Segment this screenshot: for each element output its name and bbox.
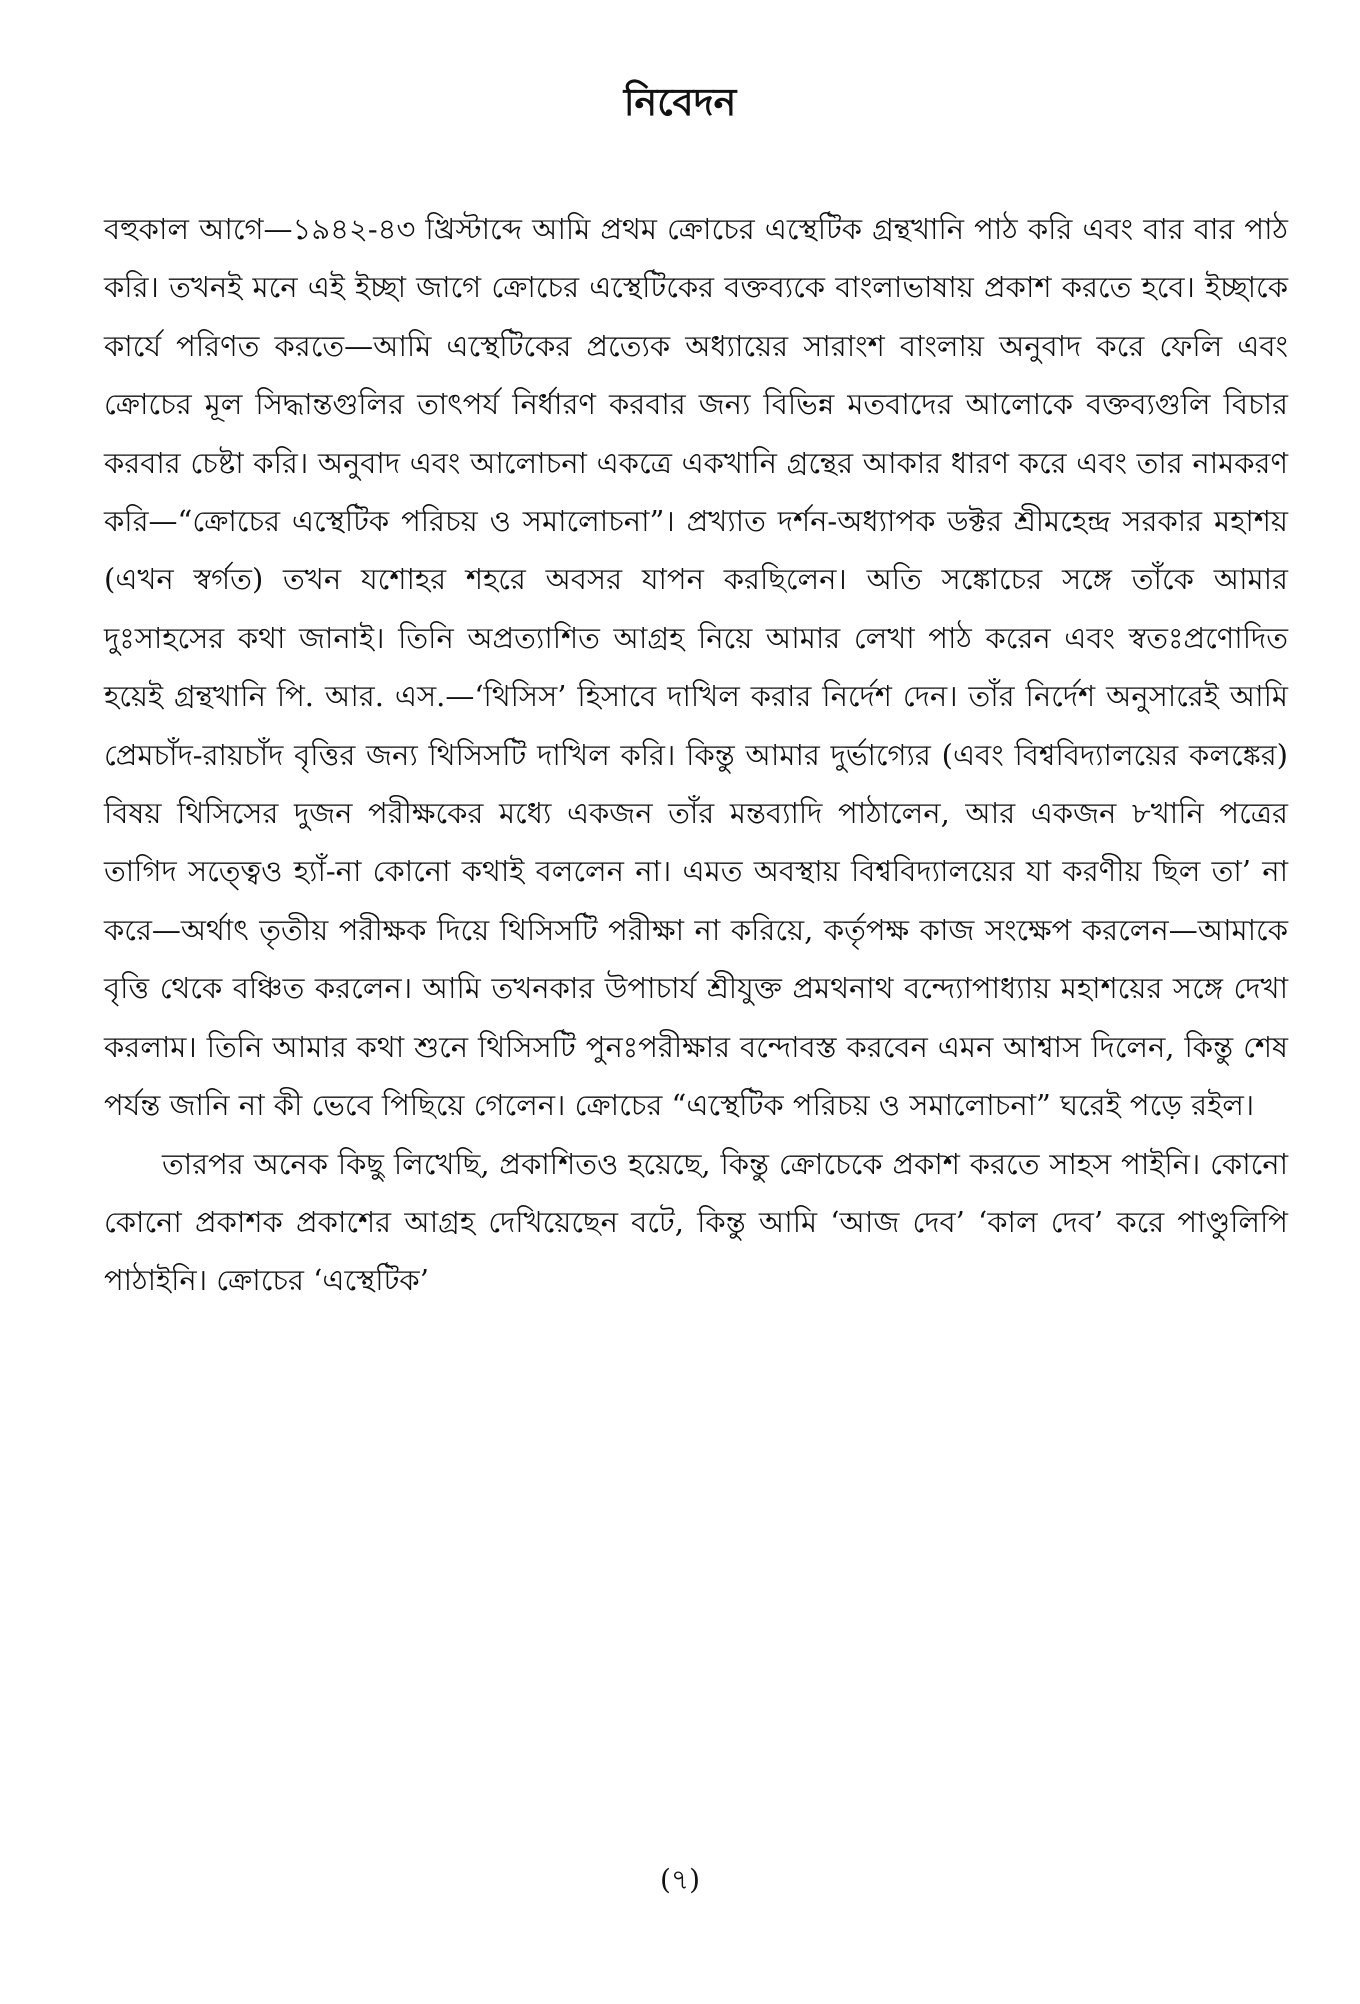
body-text (104, 200, 1288, 1310)
page-title: নিবেদন (623, 79, 737, 124)
paragraph-2: তারপর অনেক কিছু লিখেছি, প্রকাশিতও হয়েছে, কিন্তু ক্রোচেকে প্রকাশ করতে সাহস পাইনি। কোনো কোনো প্রকাশক প্রকাশের আগ্রহ দেখিয়েছেন বটে, কিন্তু আমি ‘আজ দেব’ ‘কাল দেব’ করে পাণ্ডুলিপি পাঠাইনি। ক্রোচের ‘এস্থেটিক’ (104, 1146, 1288, 1298)
page-number: (৭) (659, 1863, 701, 1896)
paragraph-1: বহুকাল আগে—১৯৪২-৪৩ খ্রিস্টাব্দে আমি প্রথম ক্রোচের এস্থেটিক গ্রন্থখানি পাঠ করি এবং বার বার পাঠ করি। তখনই মনে এই ইচ্ছা জাগে ক্রোচের এস্থেটিকের বক্তব্যকে বাংলাভাষায় প্রকাশ করতে হবে। ইচ্ছাকে কার্যে পরিণত করতে—আমি এস্থেটিকের প্রত্যেক অধ্যায়ের সারাংশ বাংলায় অনুবাদ করে ফেলি এবং ক্রোচের মূল সিদ্ধান্তগুলির তাৎপর্য নির্ধারণ করবার জন্য বিভিন্ন মতবাদের আলোকে বক্তব্যগুলি বিচার করবার চেষ্টা করি। অনুবাদ এবং আলোচনা একত্রে একখানি গ্রন্থের আকার ধারণ করে এবং তার নামকরণ করি—“ক্রোচের এস্থেটিক পরিচয় ও সমালোচনা”। প্রখ্যাত দর্শন-অধ্যাপক ডক্টর শ্রীমহেন্দ্র সরকার মহাশয় (এখন স্বর্গত) তখন যশোহর শহরে অবসর যাপন করছিলেন। অতি সঙ্কোচের সঙ্গে তাঁকে আমার দুঃসাহসের কথা জানাই। তিনি অপ্রত্যাশিত আগ্রহ নিয়ে আমার লেখা পাঠ করেন এবং স্বতঃপ্রণোদিত হয়েই গ্রন্থখানি পি. আর. এস.—‘থিসিস’ হিসাবে দাখিল করার নির্দেশ দেন। তাঁর নির্দেশ অনুসারেই আমি প্রেমচাঁদ-রায়চাঁদ বৃত্তির জন্য থিসিসটি দাখিল করি। কিন্তু আমার দুর্ভাগ্যের (এবং বিশ্ববিদ্যালয়ের কলঙ্কের) বিষয় থিসিসের দুজন পরীক্ষকের মধ্যে একজন তাঁর মন্তব্যাদি পাঠালেন, আর একজন ৮খানি পত্রের তাগিদ সত্ত্বেও হ্যাঁ-না কোনো কথাই বললেন না। এমত অবস্থায় বিশ্ববিদ্যালয়ের যা করণীয় ছিল তা’ না করে—অর্থাৎ তৃতীয় পরীক্ষক দিয়ে থিসিসটি পরীক্ষা না করিয়ে, কর্তৃপক্ষ কাজ সংক্ষেপ করলেন—আমাকে বৃত্তি থেকে বঞ্চিত করলেন। আমি তখনকার উপাচার্য শ্রীযুক্ত প্রমথনাথ বন্দ্যোপাধ্যায় মহাশয়ের সঙ্গে দেখা করলাম। তিনি আমার কথা শুনে থিসিসটি পুনঃপরীক্ষার বন্দোবস্ত করবেন এমন আশ্বাস দিলেন, কিন্তু শেষ পর্যন্ত জানি না কী ভেবে পিছিয়ে গেলেন। ক্রোচের “এস্থেটিক পরিচয় ও সমালোচনা” ঘরেই পড়ে রইল। (104, 212, 1288, 1123)
